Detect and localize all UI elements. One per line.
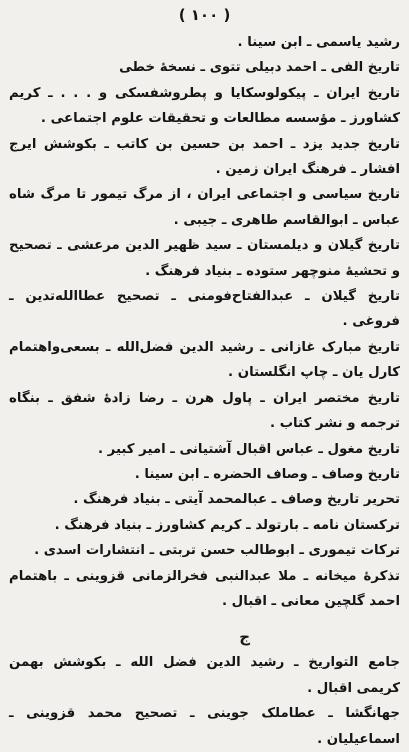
bibliography-entry: تاریخ الفی ـ احمد دبیلی تتوی ـ نسخه‌ٔ خطی <box>119 60 400 76</box>
bibliography-entry: تاریخ مختصر ایران ـ پاول هرن ـ رضا زاده‌ٔ شفق ـ بنگاه ترجمه و نشر کتاب . <box>9 390 400 432</box>
bibliography-entry: تاریخ گیلان ـ عبدالفتاح‌فومنی ـ تصحیح عطاالله‌تدین ـ فروغی . <box>9 289 400 330</box>
bibliography-entry: تاریخ ایران ـ پیکولوسکایا و پطروشفسکی و . . . ـ کریم کشاورز ـ مؤسسه مطالعات و تحقیقات علوم اجتماعی . <box>9 85 400 127</box>
bibliography-entry: تاریخ مبارک غازانی ـ رشید الدین فضل‌الله ـ بسعی‌واهتمام کارل یان ـ چاپ انگلستان . <box>9 339 400 381</box>
bibliography-entry: جهانگشا ـ عطاملک جوینی ـ تصحیح محمد قزوینی ـ اسماعیلیان . <box>9 706 400 747</box>
bibliography-entry: تاریخ جدید یزد ـ احمد بن حسین بن کاتب ـ بکوشش ایرج افشار ـ فرهنگ ایران زمین . <box>9 136 400 178</box>
bibliography-entry: تاریخ وصاف ـ وصاف الحضره ـ ابن سینا . <box>134 466 400 482</box>
bibliography-entry: تاریخ سیاسی و اجتماعی ایران ، از مرگ تیمور تا مرگ شاه عباس ـ ابوالقاسم طاهری ـ جیبی . <box>9 187 400 228</box>
bibliography-entry: ترکستان نامه ـ بارتولد ـ کریم کشاورز ـ بنیاد فرهنگ . <box>54 517 400 533</box>
bibliography-list <box>9 30 400 752</box>
bibliography-entry: ترکات تیموری ـ ابوطالب حسن تربتی ـ انتشارات اسدی . <box>34 543 400 559</box>
bibliography-entry: جامع التواریخ ـ رشید الدین فضل الله ـ بکوشش بهمن کریمی اقبال . <box>9 655 400 696</box>
bibliography-entry: رشید یاسمی ـ ابن سینا . <box>237 35 400 50</box>
section-heading: ج <box>239 628 250 647</box>
bibliography-entry: تذکره‌ٔ میخانه ـ ملا عبدالنبی فخرالزمانی قزوینی ـ باهتمام احمد گلچین معانی ـ اقبال . <box>9 568 400 609</box>
bibliography-entry: تاریخ مغول ـ عباس اقبال آشتیانی ـ امیر کبیر . <box>98 441 400 457</box>
bibliography-entry: تحریر تاریخ وصاف ـ عبالمحمد آیتی ـ بنیاد فرهنگ . <box>73 492 400 508</box>
bibliography-entry: تاریخ گیلان و دیلمستان ـ سید ظهیر الدین مرعشی ـ تصحیح و تحشیه‌ٔ منوچهر ستوده ـ بنیاد فرهنگ . <box>9 238 400 279</box>
page-number: ( ١٠٠ ) <box>178 6 231 24</box>
